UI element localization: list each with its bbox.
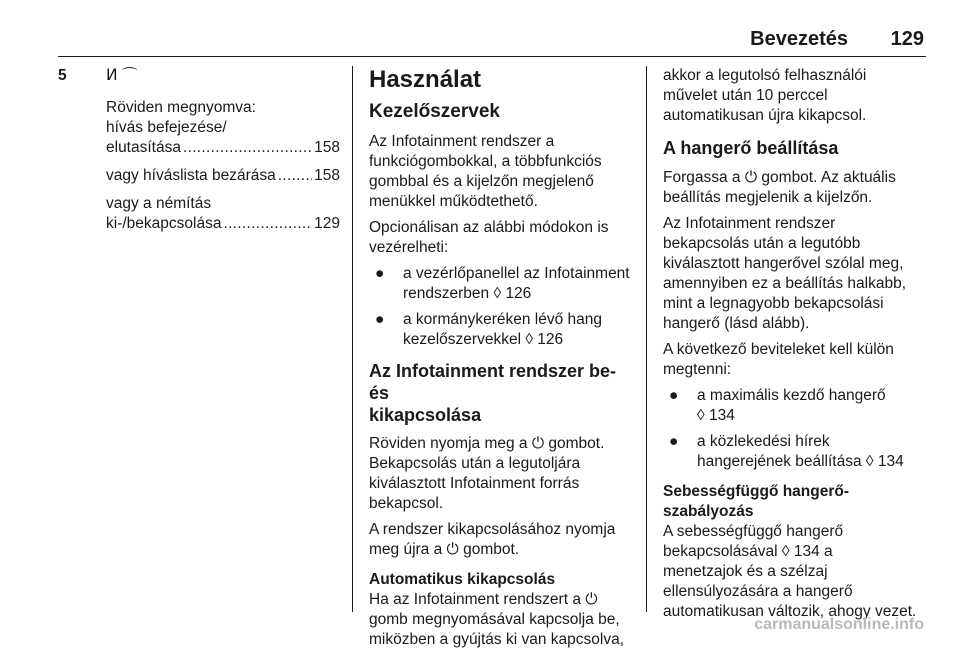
paragraph [369, 218, 637, 258]
paragraph [369, 132, 637, 212]
text-line: vezérelheti: [369, 239, 449, 256]
bullet-item [663, 386, 931, 426]
subsubsection-title: Automatikus kikapcsolás [369, 571, 556, 588]
text-line: bekapcsolás után a legutóbb [663, 235, 861, 252]
text-line: ◊ 134 [697, 407, 735, 424]
bullet-item [369, 264, 637, 304]
text-line: a közlekedési hírek [697, 433, 830, 450]
text-line: gomb megnyomásával kapcsolja be, [369, 611, 620, 628]
title-line: Sebességfüggő hangerő- [663, 483, 850, 500]
toc-leader [183, 138, 312, 158]
text-line: kiválasztott hangerővel szólal meg, [663, 255, 904, 272]
text-line: bekapcsol. [369, 495, 444, 512]
bullet-icon: ● [375, 265, 385, 282]
subsection-title: A hangerő beállítása [663, 138, 839, 158]
text-line: amennyiben ez a beállítás halkabb, [663, 275, 906, 292]
paragraph [663, 522, 931, 622]
text-line: bekapcsolásával ◊ 134 a [663, 543, 833, 560]
text-line: beállítás megjelenik a kijelzőn. [663, 189, 873, 206]
text-line: művelet után 10 perccel [663, 87, 828, 104]
text-line: kiválasztott Infotainment forrás [369, 475, 580, 492]
toc-leader [223, 214, 312, 234]
text-line: mint a legnagyobb bekapcsolási [663, 295, 884, 312]
toc-entry-label: ki-/bekapcsolása [106, 215, 222, 232]
text-line: meg újra a ⏻ gombot. [369, 541, 520, 558]
toc-entry [106, 138, 340, 158]
text-line: A következő beviteleket kell külön [663, 341, 894, 358]
toc-entry-page: 158 [314, 139, 340, 156]
text-line: funkciógombokkal, a többfunkciós [369, 153, 602, 170]
text-line: a vezérlőpanellel az Infotainment [403, 265, 630, 282]
text-line: a kormánykeréken lévő hang [403, 311, 603, 328]
text-line: Forgassa a ⏻ gombot. Az aktuális [663, 169, 896, 186]
text-line: automatikusan újra kikapcsol. [663, 107, 867, 124]
bullet-icon: ● [669, 387, 679, 404]
text-line: kezelőszervekkel ◊ 126 [403, 331, 564, 348]
text-line: a maximális kezdő hangerő [697, 387, 886, 404]
toc-leader [278, 166, 312, 186]
text-line: miközben a gyújtás ki van kapcsolva, [369, 631, 625, 648]
text-line: menetzajok és a szélzaj [663, 563, 828, 580]
text-line: A sebességfüggő hangerő [663, 523, 844, 540]
toc-entry-page: 129 [314, 215, 340, 232]
toc-intro: Röviden megnyomva: [106, 99, 256, 116]
toc-entry [106, 214, 340, 234]
text-line: Ha az Infotainment rendszert a ⏻ [369, 591, 598, 608]
text-line: A rendszer kikapcsolásához nyomja [369, 521, 616, 538]
running-header-title: Bevezetés [750, 28, 848, 50]
toc-entry-label: vagy híváslista bezárása [106, 167, 276, 184]
text-line: menükkel működtethető. [369, 193, 538, 210]
title-line: kikapcsolása [369, 405, 482, 425]
title-line: szabályozás [663, 503, 754, 520]
text-line: Röviden nyomja meg a ⏻ gombot. [369, 435, 605, 452]
text-line: Opcionálisan az alábbi módokon is [369, 219, 609, 236]
bullet-item [369, 310, 637, 350]
text-line: rendszerben ◊ 126 [403, 285, 532, 302]
header-rule [58, 56, 926, 57]
paragraph [663, 168, 931, 208]
toc-entry-page: 158 [314, 167, 340, 184]
toc-line: hívás befejezése/ [106, 119, 227, 136]
text-line: hangerejének beállítása ◊ 134 [697, 453, 904, 470]
title-line: Az Infotainment rendszer be- és [369, 361, 617, 403]
page-number: 129 [890, 28, 924, 50]
bullet-icon: ● [669, 433, 679, 450]
paragraph [369, 434, 637, 514]
bullet-item [663, 432, 931, 472]
watermark: carmanualsonline.info [754, 616, 924, 633]
item-number: 5 [58, 67, 67, 84]
phone-icon: ⵍ ⌒ [106, 67, 138, 84]
text-line: automatikusan változik, ahogy vezet. [663, 603, 917, 620]
subsection-title [369, 360, 637, 426]
text-line: gombbal és a kijelzőn megjelenő [369, 173, 594, 190]
text-line: Bekapcsolás után a legutoljára [369, 455, 581, 472]
paragraph [663, 214, 931, 334]
subsection-title: Kezelőszervek [369, 101, 500, 122]
text-line: ellensúlyozására a hangerő [663, 583, 853, 600]
text-line: Az Infotainment rendszer [663, 215, 836, 232]
paragraph [663, 66, 931, 126]
section-title: Használat [369, 66, 482, 93]
bullet-icon: ● [375, 311, 385, 328]
paragraph [369, 520, 637, 560]
left-column [58, 66, 340, 234]
paragraph [369, 590, 637, 650]
right-column [663, 66, 931, 622]
column-divider-1 [352, 66, 353, 612]
toc-entry-label: elutasítása [106, 139, 181, 156]
text-line: Az Infotainment rendszer a [369, 133, 555, 150]
paragraph [663, 340, 931, 380]
column-divider-2 [646, 66, 647, 612]
subsubsection-title [663, 482, 931, 522]
text-line: akkor a legutolsó felhasználói [663, 67, 867, 84]
text-line: hangerő (lásd alább). [663, 315, 810, 332]
toc-line: vagy a némítás [106, 195, 212, 212]
text-line: megtenni: [663, 361, 732, 378]
toc-entry [106, 166, 340, 186]
middle-column [369, 66, 637, 650]
